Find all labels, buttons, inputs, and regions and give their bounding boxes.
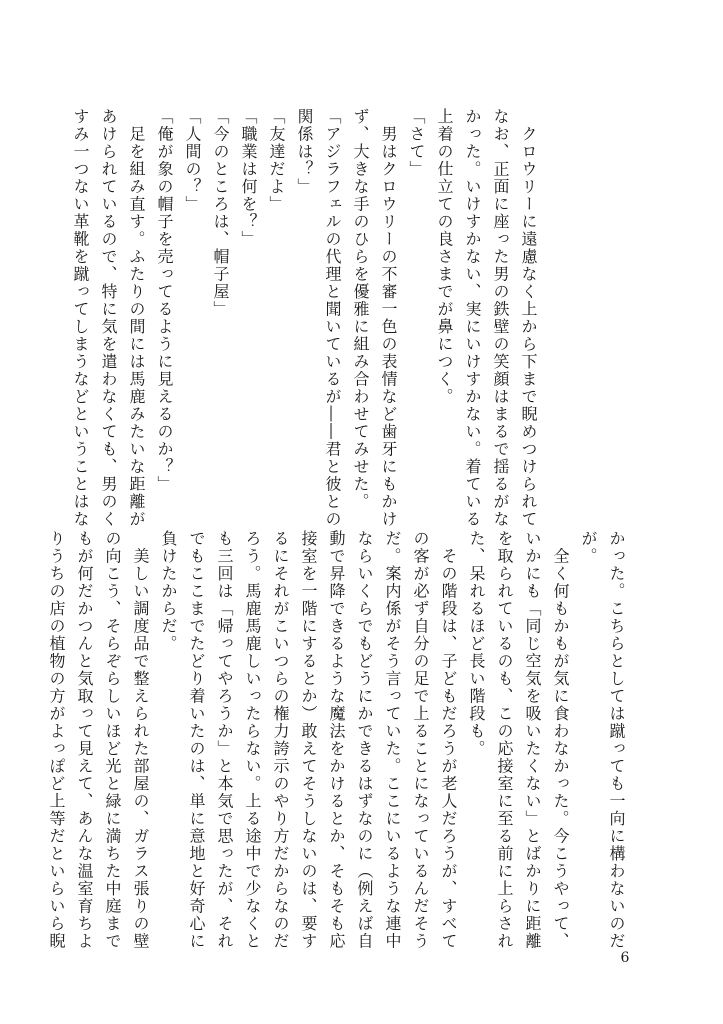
text-line: た、呆れるほど長い階段も。 <box>467 530 486 758</box>
lower-text-block <box>47 530 630 950</box>
text-line: もが何だかつんと気取って見えて、あんな温室育ちよ <box>75 530 94 950</box>
text-line: 「アジラフェルの代理と聞いているが――君と彼との <box>323 108 342 528</box>
text-line: クロウリーに遠慮なく上から下まで睨めつけられて <box>519 108 538 528</box>
text-line: 男はクロウリーの不審一色の表情など歯牙にもかけ <box>379 108 398 528</box>
text-line: 負けたからだ。 <box>159 530 178 653</box>
text-line: あけられているので、特に気を遣わなくても、男のく <box>99 108 118 528</box>
upper-text-block <box>71 108 542 528</box>
text-line: だ。案内係がそう言っていた。ここにいるような連中 <box>383 530 402 950</box>
text-line: その階段は、子どもだろうが老人だろうが、すべて <box>439 530 458 950</box>
text-line: を取られているのも、この応接室に至る前に上らされ <box>495 530 514 950</box>
text-line: すみ一つない革靴を蹴ってしまうなどということはな <box>71 108 90 528</box>
text-line: 「友達だよ」 <box>267 108 286 213</box>
text-line: 動で昇降できるような魔法をかけるとか、そもそも応 <box>327 530 346 950</box>
text-line: 「人間の？」 <box>183 108 202 213</box>
text-line: 関係は？」 <box>295 108 314 196</box>
text-line: が。 <box>579 530 598 565</box>
text-line: かった。いけすかない、実にいけすかない。着ている <box>463 108 482 528</box>
text-line: 接室を一階にするとか）敢えてそうしないのは、要す <box>299 530 318 950</box>
text-line: かった。こちらとしては蹴っても一向に構わないのだ <box>607 530 626 950</box>
page-number: 6 <box>620 950 630 966</box>
text-line: の向こう、そらぞらしいほど光と緑に満ちた中庭まで <box>103 530 122 950</box>
text-line: るにそれがこいつらの権力誇示のやり方だからなのだ <box>271 530 290 950</box>
text-line: 全く何もかもが気に食わなかった。今こうやって、 <box>551 530 570 950</box>
text-line: 「さて」 <box>407 108 426 178</box>
text-line: 足を組み直す。ふたりの間には馬鹿みたいな距離が <box>127 108 146 528</box>
text-line: ろう。馬鹿馬鹿しいったらない。上る途中で少なくと <box>243 530 262 950</box>
text-line: ず、大きな手のひらを優雅に組み合わせてみせた。 <box>351 108 370 511</box>
text-line: でもここまでたどり着いたのは、単に意地と好奇心に <box>187 530 206 950</box>
text-line: 「今のところは、帽子屋」 <box>211 108 230 318</box>
text-line: 「俺が象の帽子を売ってるように見えるのか？」 <box>155 108 174 493</box>
text-line: の客が必ず自分の足で上ることになっているんだそう <box>411 530 430 950</box>
text-line: 「職業は何を？」 <box>239 108 258 248</box>
text-line: りうちの店の植物の方がよっぽど上等だといらいら睨 <box>47 530 66 950</box>
text-line: 美しい調度品で整えられた部屋の、ガラス張りの壁 <box>131 530 150 950</box>
text-line: 上着の仕立ての良さまでが鼻につく。 <box>435 108 454 406</box>
text-line: なお、正面に座った男の鉄壁の笑顔はまるで揺るがな <box>491 108 510 528</box>
text-line: も三回は「帰ってやろうか」と本気で思ったが、それ <box>215 530 234 950</box>
text-line: いかにも「同じ空気を吸いたくない」とばかりに距離 <box>523 530 542 950</box>
text-line: ならいくらでもどうにかできるはずなのに（例えば自 <box>355 530 374 950</box>
